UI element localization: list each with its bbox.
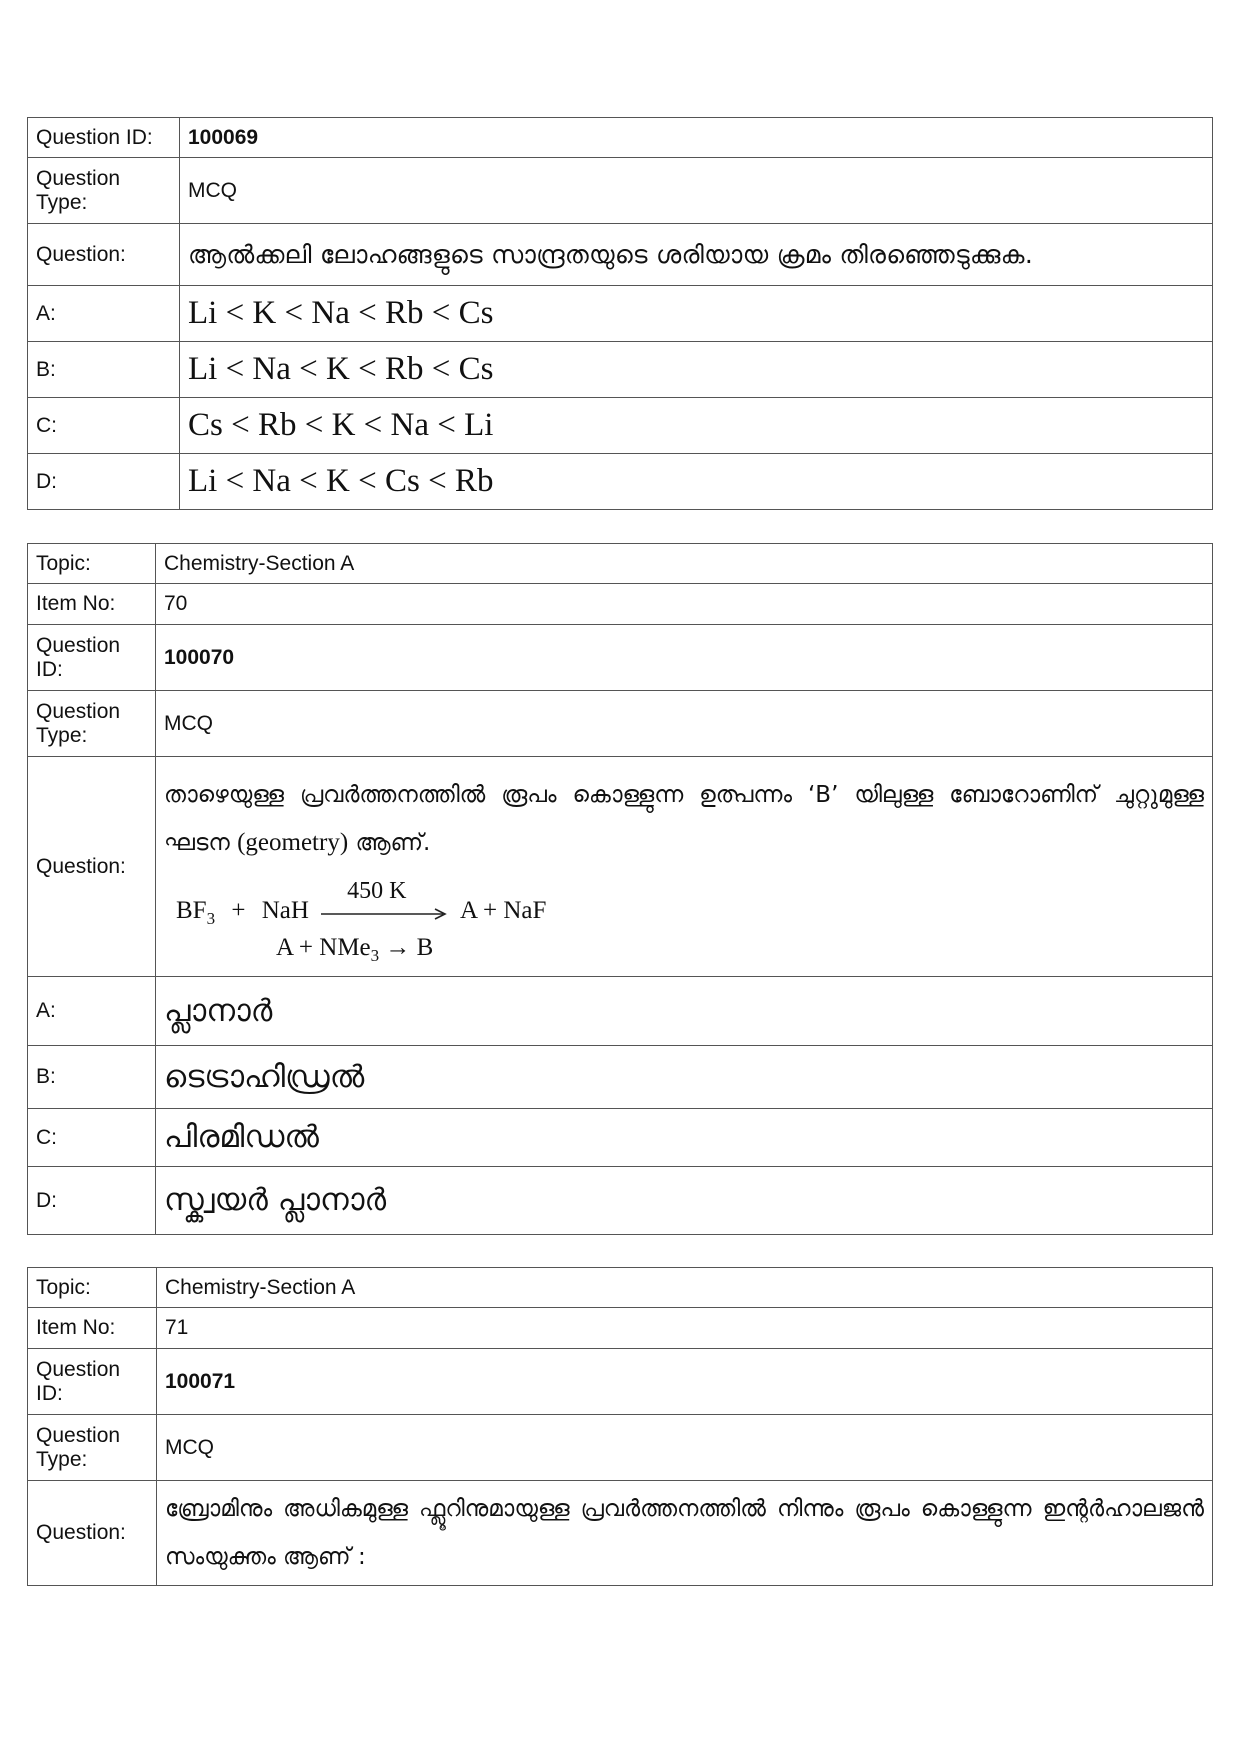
row-option-b — [28, 1046, 1213, 1109]
row-item-no — [28, 584, 1213, 625]
row-option-a — [28, 977, 1213, 1046]
item-no-value: 70 — [156, 584, 1213, 625]
reaction-condition: 450 K — [347, 877, 407, 904]
question-text-part1: താഴെയുള്ള പ്രവർത്തനത്തിൽ രൂപം കൊള്ളുന്ന ഉത്പന്നം ‘B’ യിലുള്ള ബോറോണിന് ചുറ്റുമുള്ള ഘടന — [164, 781, 1204, 856]
option-d-text: സ്ക്വയർ പ്ലാനാർ — [156, 1167, 1213, 1235]
row-option-b — [28, 342, 1213, 398]
label-question-id: Question ID: — [28, 118, 180, 158]
reactant-nah: NaH — [261, 896, 309, 924]
label-option-a: A: — [28, 977, 156, 1046]
products-line-1: A + NaF — [460, 896, 547, 924]
row-question-id — [28, 1349, 1213, 1415]
row-question — [28, 1481, 1213, 1586]
reaction-line-1 — [176, 877, 547, 929]
label-option-c: C: — [28, 1109, 156, 1167]
question-type-value: MCQ — [156, 691, 1213, 757]
label-question: Question: — [28, 1481, 157, 1586]
label-question-type: Question Type: — [28, 1415, 157, 1481]
label-option-d: D: — [28, 1167, 156, 1235]
label-question-id: Question ID: — [28, 1349, 157, 1415]
label-topic: Topic: — [28, 544, 156, 584]
question-id-value: 100071 — [157, 1349, 1213, 1415]
label-question: Question: — [28, 224, 180, 286]
row-option-c — [28, 398, 1213, 454]
question-type-value: MCQ — [180, 158, 1213, 224]
label-question-type: Question Type: — [28, 158, 180, 224]
plus-sign: + — [231, 896, 246, 924]
option-a-text: Li < K < Na < Rb < Cs — [180, 286, 1213, 342]
label-item-no: Item No: — [28, 584, 156, 625]
question-table-100071 — [27, 1267, 1213, 1586]
row-item-no — [28, 1308, 1213, 1349]
row-option-c — [28, 1109, 1213, 1167]
option-b-text: Li < Na < K < Rb < Cs — [180, 342, 1213, 398]
reaction-arrow — [319, 877, 451, 922]
label-option-a: A: — [28, 286, 180, 342]
row-option-d — [28, 1167, 1213, 1235]
arrow-right-icon — [319, 908, 451, 920]
label-option-d: D: — [28, 454, 180, 510]
option-c-text: പിരമിഡൽ — [156, 1109, 1213, 1167]
question-text: ആൽക്കലി ലോഹങ്ങളുടെ സാന്ദ്രതയുടെ ശരിയായ ക്രമം തിരഞ്ഞെടുക്കുക. — [180, 224, 1213, 286]
product-b: → B — [385, 933, 434, 961]
reaction-line-2 — [276, 934, 433, 966]
topic-value: Chemistry-Section A — [157, 1268, 1213, 1308]
label-topic: Topic: — [28, 1268, 157, 1308]
reactant-a-nme3: A + NMe$_3$ — [276, 933, 380, 965]
label-item-no: Item No: — [28, 1308, 157, 1349]
row-question-id — [28, 118, 1213, 158]
row-question — [28, 757, 1213, 977]
option-c-text: Cs < Rb < K < Na < Li — [180, 398, 1213, 454]
label-option-b: B: — [28, 342, 180, 398]
topic-value: Chemistry-Section A — [156, 544, 1213, 584]
question-id-value: 100070 — [156, 625, 1213, 691]
question-type-value: MCQ — [157, 1415, 1213, 1481]
row-topic — [28, 1268, 1213, 1308]
label-option-b: B: — [28, 1046, 156, 1109]
question-text-geometry: (geometry) — [237, 828, 349, 856]
label-question: Question: — [28, 757, 156, 977]
row-question-type — [28, 1415, 1213, 1481]
row-option-a — [28, 286, 1213, 342]
label-question-type: Question Type: — [28, 691, 156, 757]
item-no-value: 71 — [157, 1308, 1213, 1349]
option-d-text: Li < Na < K < Cs < Rb — [180, 454, 1213, 510]
label-option-c: C: — [28, 398, 180, 454]
row-question-type — [28, 691, 1213, 757]
question-text: ബ്രോമിനും അധികമുള്ള ഫ്ലൂറിനുമായുള്ള പ്രവർത്തനത്തിൽ നിന്നും രൂപം കൊള്ളുന്ന ഇന്റർഹാലജൻ സംയുക്തം ആണ് : — [157, 1481, 1213, 1586]
row-question-type — [28, 158, 1213, 224]
option-a-text: പ്ലാനാർ — [156, 977, 1213, 1046]
label-question-id: Question ID: — [28, 625, 156, 691]
row-option-d — [28, 454, 1213, 510]
reaction-equations — [164, 877, 1204, 963]
row-topic — [28, 544, 1213, 584]
question-text-part2: ആണ്. — [355, 829, 431, 856]
question-table-100070 — [27, 543, 1213, 1235]
question-text — [164, 771, 1204, 867]
reactant-bf3: $BF_3$ — [176, 896, 216, 928]
question-id-value: 100069 — [180, 118, 1213, 158]
question-cell — [156, 757, 1213, 977]
row-question-id — [28, 625, 1213, 691]
option-b-text: ടെട്രാഹിഡ്രൽ — [156, 1046, 1213, 1109]
question-table-100069 — [27, 117, 1213, 510]
row-question — [28, 224, 1213, 286]
